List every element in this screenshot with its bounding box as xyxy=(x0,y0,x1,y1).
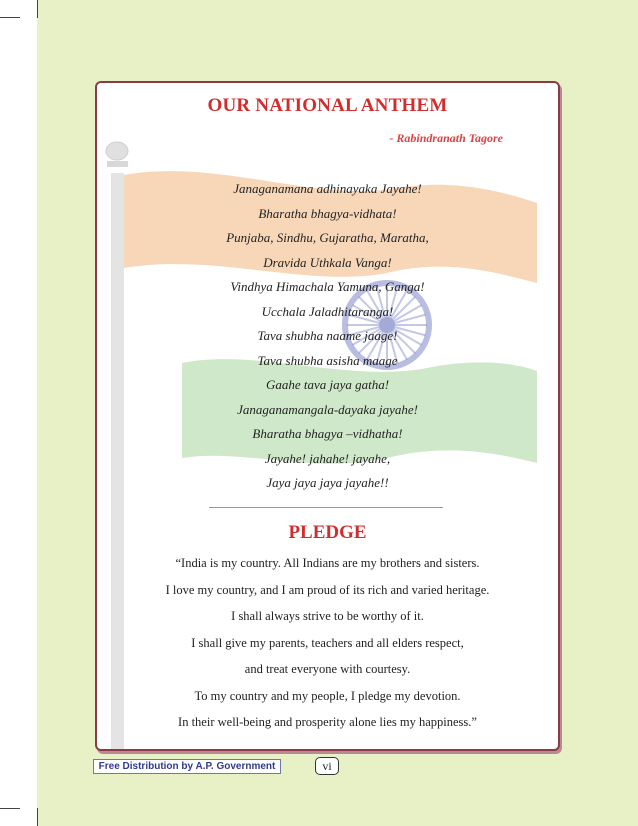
pledge-line: “India is my country. All Indians are my brothers and sisters. xyxy=(175,556,480,570)
crop-mark-top xyxy=(37,0,38,18)
anthem-line: Ucchala Jaladhitaranga! xyxy=(261,303,394,319)
anthem-line: Jaya jaya jaya jayahe!! xyxy=(266,475,389,490)
crop-mark-bottom-horizontal xyxy=(0,808,20,809)
anthem-line: Janaganamangala-dayaka jayahe! xyxy=(237,401,418,417)
anthem-line: Dravida Uthkala Vanga! xyxy=(263,254,392,270)
pledge-line: I love my country, and I am proud of its rich and varied heritage. xyxy=(165,582,490,597)
flag-pole-collar xyxy=(107,161,128,167)
crop-mark-top-horizontal xyxy=(0,17,20,18)
pledge-line: and treat everyone with courtesy. xyxy=(244,662,411,676)
section-divider xyxy=(209,507,443,508)
anthem-pledge-card xyxy=(95,81,560,751)
anthem-line: Vindhya Himachala Yamuna, Ganga! xyxy=(230,279,425,294)
anthem-line: Gaahe tava jaya gatha! xyxy=(265,377,390,392)
pledge-title: PLEDGE xyxy=(288,522,367,543)
page-number: vi xyxy=(315,757,339,775)
anthem-line: Bharatha bhagya –vidhatha! xyxy=(252,426,403,441)
anthem-line: Tava shubha naame jaage! xyxy=(257,328,398,343)
anthem-line: Jayahe! jahahe! jayahe, xyxy=(264,450,391,466)
anthem-verses xyxy=(97,177,558,496)
pledge-line: I shall give my parents, teachers and all elders respect, xyxy=(191,635,464,650)
pledge-text xyxy=(97,550,558,736)
anthem-line: Tava shubha asisha maage xyxy=(257,352,398,368)
anthem-line: Punjaba, Sindhu, Gujaratha, Maratha, xyxy=(226,230,429,245)
anthem-line: Janaganamana adhinayaka Jayahe! xyxy=(233,181,422,196)
pledge-line: To my country and my people, I pledge my devotion. xyxy=(194,688,461,703)
distribution-notice: Free Distribution by A.P. Government xyxy=(93,759,281,774)
pledge-line: In their well-being and prosperity alone lies my happiness.” xyxy=(178,715,477,729)
flag-pole-finial xyxy=(106,142,128,160)
crop-mark-bottom xyxy=(37,808,38,826)
anthem-author: - Rabindranath Tagore xyxy=(389,131,503,145)
pledge-line: I shall always strive to be worthy of it. xyxy=(231,609,424,623)
anthem-line: Bharatha bhagya-vidhata! xyxy=(258,205,397,221)
anthem-title: OUR NATIONAL ANTHEM xyxy=(207,95,448,116)
